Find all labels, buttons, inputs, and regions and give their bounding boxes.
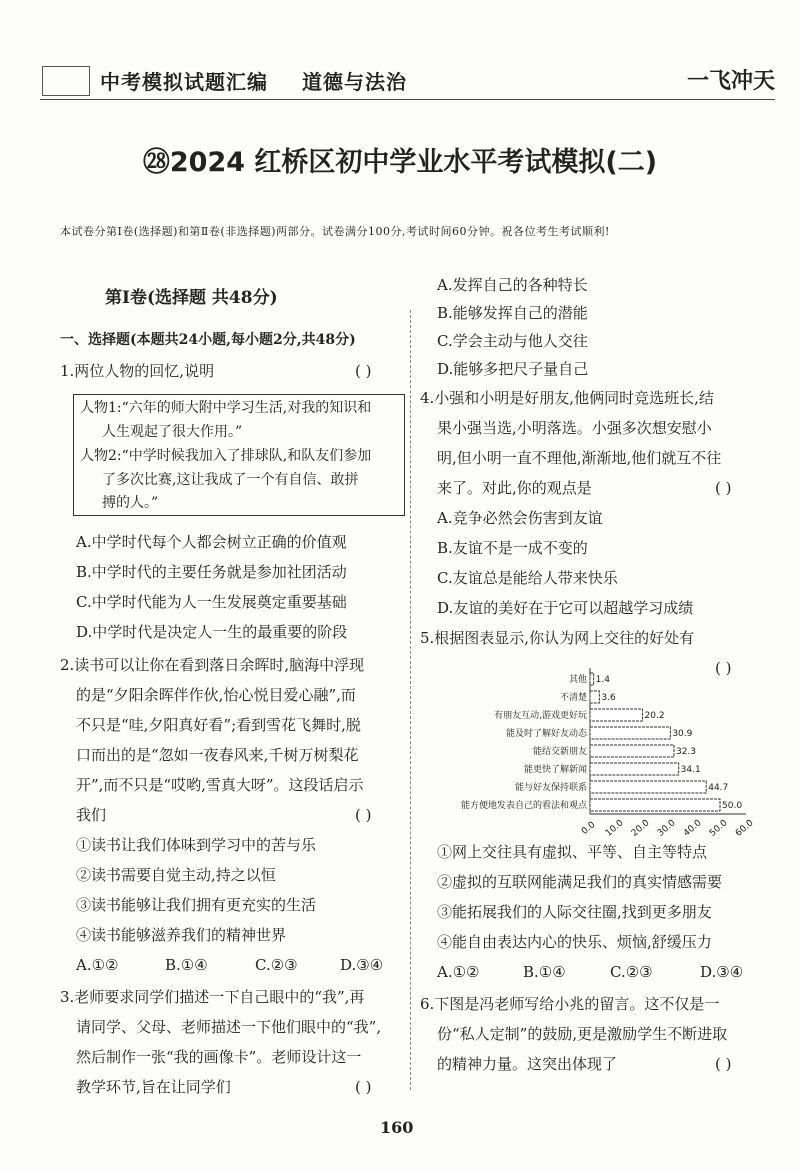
q1-quote-line: 人生观起了很大作用。” [102,424,243,440]
q3-option: A.发挥自己的各种特长 [437,276,588,294]
q1-answer-blank: ( ) [355,362,372,380]
q2-choice: C.②③ [255,956,298,974]
chart-bar [590,781,706,793]
exam-intro: 本试卷分第Ⅰ卷(选择题)和第Ⅱ卷(非选择题)两部分。试卷满分100分,考试时间60分钟。祝各位考生考试顺利! [60,225,610,238]
q4-option: D.友谊的美好在于它可以超越学习成绩 [437,599,694,617]
chart-x-tick-label: 60.0 [733,818,756,839]
q1-option: D.中学时代是决定人一生的最重要的阶段 [76,623,348,641]
q2-answer-blank: ( ) [355,806,372,824]
chart-x-tick-label: 20.0 [629,818,652,839]
q4-stem: 4.小强和小明是好朋友,他俩同时竞选班长,结 [420,389,714,407]
q4-option: C.友谊总是能给人带来快乐 [437,569,618,587]
q3-stem: 然后制作一张“我的画像卡”。老师设计这一 [76,1048,362,1066]
q2-item: ②读书需要自觉主动,持之以恒 [76,866,276,884]
chart-category-label: 其他 [568,675,587,685]
q2-stem: 开”,而不只是“哎哟,雪真大呀”。这段话启示 [76,776,364,794]
q3-option: B.能够发挥自己的潜能 [437,304,588,322]
q1-quote-line: 人物1:“六年的师大附中学习生活,对我的知识和 [80,400,372,416]
chart-value-label: 3.6 [601,693,616,703]
q4-option: A.竞争必然会伤害到友谊 [437,509,603,527]
q2-item: ①读书让我们体味到学习中的苦与乐 [76,836,317,854]
chart-category-label: 能与好友保持联系 [514,783,587,793]
q4-option: B.友谊不是一成不变的 [437,539,588,557]
chart-value-label: 30.9 [672,729,693,739]
chart-value-label: 32.3 [675,747,697,757]
q1-quote-line: 人物2:“中学时候我加入了排球队,和队友们参加 [80,448,372,464]
q4-stem: 果小强当选,小明落选。小强多次想安慰小 [437,419,712,437]
q5-answer-blank: ( ) [715,659,732,677]
q6-stem: 的精神力量。这突出体现了 [437,1055,618,1073]
chart-x-tick-label: 10.0 [603,818,626,839]
chart-category-label: 不清楚 [559,693,587,703]
chart-value-label: 50.0 [722,801,743,811]
q5-choice: B.①④ [523,963,566,981]
q5-item: ②虚拟的互联网能满足我们的真实情感需要 [437,873,723,891]
q5-item: ①网上交往具有虚拟、平等、自主等特点 [437,843,708,861]
q5-choice: D.③④ [700,963,744,981]
series-name: 中考模拟试题汇编 [100,70,268,94]
q1-quote-box [73,394,405,516]
q3-option: D.能够多把尺子量自己 [437,360,589,378]
chart-bar [590,673,594,685]
chart-category-label: 能方便地发表自己的看法和观点 [460,801,587,811]
chart-value-label: 44.7 [708,783,729,793]
chart-bar [590,763,679,775]
q5-stem: 5.根据图表显示,你认为网上交往的好处有 [420,629,695,647]
q2-stem: 的是“夕阳余晖伴作伙,怡心悦目爱心融”,而 [76,686,356,704]
q5-choice: C.②③ [610,963,653,981]
header-title [100,66,433,95]
q6-stem: 6.下图是冯老师写给小兆的留言。这不仅是一 [420,995,720,1013]
q2-stem: 2.读书可以让你在看到落日余晖时,脑海中浮现 [60,656,365,674]
page-number: 160 [380,1118,414,1137]
q1-stem: 1.两位人物的回忆,说明 [60,362,215,380]
q4-stem: 明,但小明一直不理他,渐渐地,他们就互不往 [437,449,722,467]
chart-x-tick-label: 0.0 [580,820,598,837]
brand-name: 一飞冲天 [686,69,775,94]
exam-title: ㉘2024 红桥区初中学业水平考试模拟(二) [142,147,658,178]
q5-bar-chart [410,668,770,838]
q5-choice: A.①② [437,963,480,981]
q2-item: ③读书能够让我们拥有更充实的生活 [76,896,317,914]
chart-bar [590,745,674,757]
q3-answer-blank: ( ) [355,1078,372,1096]
chart-value-label: 1.4 [595,675,610,685]
q5-item: ③能拓展我们的人际交往圈,找到更多朋友 [437,903,712,921]
chart-category-label: 有朋友互动,游戏更好玩 [494,711,587,721]
chart-value-label: 34.1 [680,765,701,775]
page-header [40,62,775,98]
chart-value-label: 20.2 [644,711,665,721]
q2-stem: 不只是“哇,夕阳真好看”;看到雪花飞舞时,脱 [76,716,361,734]
q2-choice: D.③④ [340,956,384,974]
header-divider [40,99,775,100]
q3-stem: 3.老师要求同学们描述一下自己眼中的“我”,再 [60,988,365,1006]
chart-category-label: 能更快了解新闻 [523,765,587,775]
q6-stem: 份“私人定制”的鼓励,更是激励学生不断进取 [437,1025,728,1043]
chart-category-label: 能及时了解好友动态 [505,729,587,739]
q3-option: C.学会主动与他人交往 [437,332,588,350]
chart-x-tick-label: 40.0 [681,818,704,839]
chart-x-tick-label: 30.0 [655,818,678,839]
q5-item: ④能自由表达内心的快乐、烦恼,舒缓压力 [437,933,712,951]
q2-stem: 我们 [76,806,107,824]
q6-answer-blank: ( ) [715,1055,732,1073]
q2-stem: 口而出的是“忽如一夜春风来,千树万树梨花 [76,746,359,764]
section-title: 第Ⅰ卷(选择题 共48分) [105,288,278,308]
chart-category-label: 能结交新朋友 [532,747,587,757]
chart-bar [590,727,670,739]
q1-option: C.中学时代能为人一生发展奠定重要基础 [76,593,347,611]
q2-choice: A.①② [76,956,119,974]
q1-quote-line: 搏的人。” [102,495,159,511]
chart-bar [590,691,599,703]
chart-x-tick-label: 50.0 [707,818,730,839]
chart-bar [590,709,643,721]
q3-stem: 教学环节,旨在让同学们 [76,1078,231,1096]
q2-item: ④读书能够滋养我们的精神世界 [76,926,287,944]
q1-option: A.中学时代每个人都会树立正确的价值观 [76,533,347,551]
q1-option: B.中学时代的主要任务就是参加社团活动 [76,563,347,581]
q2-choice: B.①④ [165,956,208,974]
chart-bar [590,799,720,811]
q4-stem: 来了。对此,你的观点是 [437,479,592,497]
q4-answer-blank: ( ) [715,479,732,497]
section-subtitle: 一、选择题(本题共24小题,每小题2分,共48分) [60,332,356,348]
subject-name: 道德与法治 [301,70,407,94]
q1-quote-line: 了多次比赛,这让我成了一个有自信、敢拼 [102,472,359,488]
q3-stem: 请同学、父母、老师描述一下他们眼中的“我”, [76,1018,382,1036]
